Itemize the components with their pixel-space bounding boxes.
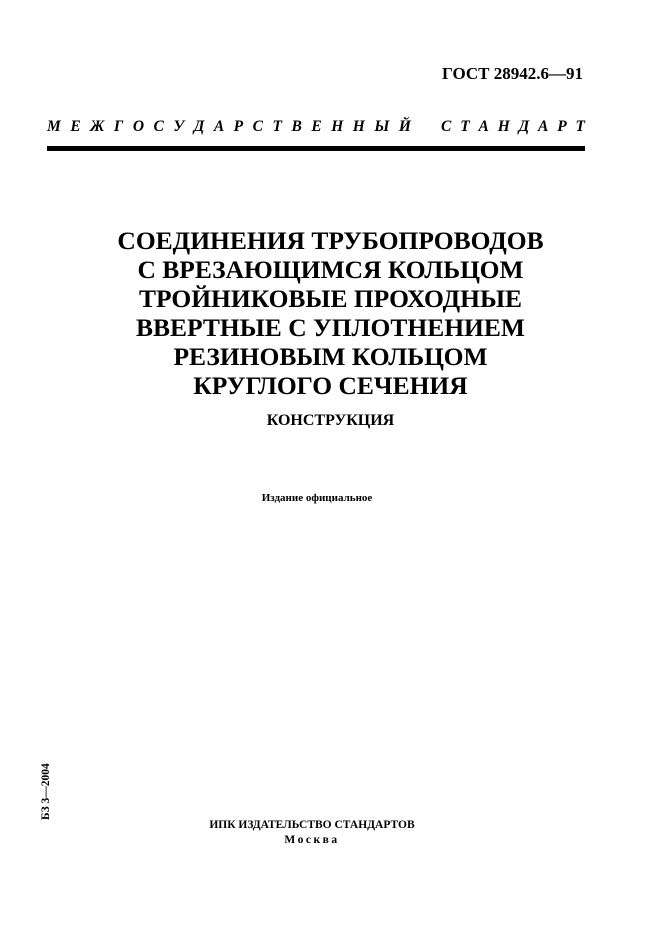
standard-type-letter: Ы — [374, 118, 390, 135]
standard-type-letter: Г — [113, 118, 124, 135]
title-line: ТРОЙНИКОВЫЕ ПРОХОДНЫЕ — [138, 284, 523, 313]
standard-type-letter: Н — [331, 118, 344, 135]
standard-type-letter: Н — [352, 118, 365, 135]
header-rule — [47, 146, 585, 151]
publisher-block — [0, 818, 624, 848]
standard-type-letter: Р — [233, 118, 244, 135]
standard-type-letter: Д — [193, 118, 205, 135]
standard-type-letter: С — [153, 118, 164, 135]
edition-note: Издание официальное — [261, 492, 373, 504]
standard-type-letter: Т — [272, 118, 282, 135]
standard-type-letter: В — [291, 118, 302, 135]
title-line: С ВРЕЗАЮЩИМСЯ КОЛЬЦОМ — [137, 255, 524, 284]
standard-type-letter: Т — [575, 118, 585, 135]
standard-type-heading — [47, 118, 585, 136]
standard-type-letter: У — [173, 118, 185, 135]
title-line: СОЕДИНЕНИЯ ТРУБОПРОВОДОВ — [117, 226, 544, 255]
standard-type-letter: Н — [497, 118, 510, 135]
title-line: РЕЗИНОВЫМ КОЛЬЦОМ — [173, 342, 488, 371]
standard-type-letter: М — [47, 118, 61, 135]
standard-type-letter: С — [252, 118, 263, 135]
publisher-city: Москва — [284, 834, 340, 846]
standard-type-letter: О — [132, 118, 145, 135]
standard-type-letter: Е — [311, 118, 322, 135]
document-number: ГОСТ 28942.6—91 — [442, 64, 583, 83]
standard-type-word-1 — [47, 118, 411, 136]
standard-type-letter: А — [213, 118, 225, 135]
standard-type-letter: Т — [460, 118, 470, 135]
document-subtitle: КОНСТРУКЦИЯ — [266, 412, 395, 429]
standard-type-letter: Д — [518, 118, 530, 135]
title-line: КРУГЛОГО СЕЧЕНИЯ — [193, 371, 468, 400]
publisher-name: ИПК ИЗДАТЕЛЬСТВО СТАНДАРТОВ — [209, 819, 415, 831]
standard-type-letter: Е — [70, 118, 81, 135]
standard-type-letter: Й — [398, 118, 411, 135]
standard-type-letter: А — [478, 118, 489, 135]
standard-type-letter: Р — [557, 118, 567, 135]
document-title — [0, 226, 661, 400]
standard-type-word-2 — [441, 118, 585, 136]
standard-type-letter: Ж — [90, 118, 105, 135]
standard-type-letter: А — [538, 118, 549, 135]
side-code: БЗ 3—2004 — [40, 763, 52, 820]
title-line: ВВЕРТНЫЕ С УПЛОТНЕНИЕМ — [136, 313, 525, 342]
standard-type-letter: С — [441, 118, 452, 135]
